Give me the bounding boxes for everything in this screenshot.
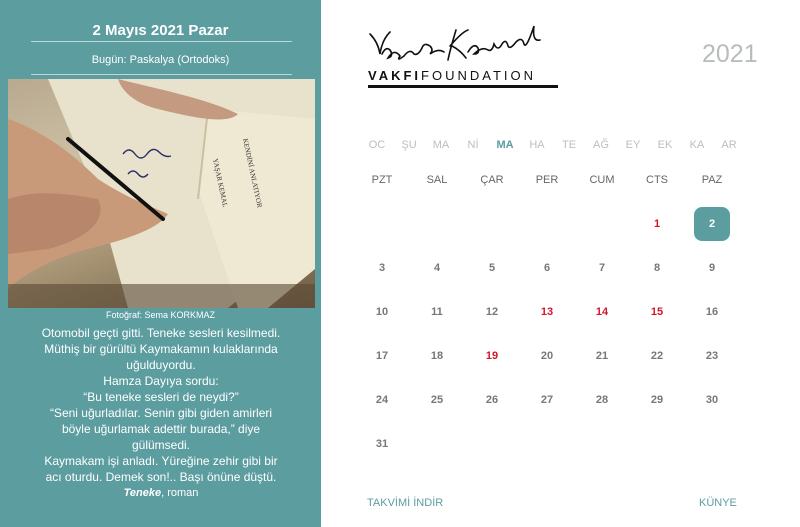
logo-underline bbox=[368, 85, 558, 88]
calendar-day[interactable]: 29 bbox=[650, 394, 664, 406]
calendar-day[interactable]: 5 bbox=[488, 262, 496, 274]
calendar-day[interactable]: 24 bbox=[375, 394, 389, 406]
foundation-logo[interactable] bbox=[364, 24, 560, 90]
calendar-day[interactable]: 21 bbox=[595, 350, 609, 362]
quote-line: Otomobil geçti gitti. Teneke sesleri kesilmedi. bbox=[41, 326, 281, 340]
calendar-day[interactable]: 23 bbox=[705, 350, 719, 362]
calendar-day[interactable]: 18 bbox=[430, 350, 444, 362]
calendar-day[interactable]: 8 bbox=[653, 262, 661, 274]
month-tab[interactable]: OC bbox=[368, 139, 386, 151]
signature-logo-icon bbox=[364, 24, 560, 68]
quote-source bbox=[26, 485, 296, 501]
calendar-day[interactable]: 19 bbox=[485, 350, 499, 362]
logo-word-light: FOUNDATION bbox=[421, 68, 537, 83]
calendar-day[interactable]: 9 bbox=[708, 262, 716, 274]
left-panel bbox=[0, 0, 321, 527]
quote-line: böyle uğurlamak adettir burada,” diye bbox=[61, 422, 261, 436]
svg-text:KENDİNİ ANLATIYOR: KENDİNİ ANLATIYOR bbox=[241, 137, 264, 209]
quote-line: Müthiş bir gürültü Kaymakamın kulaklarında bbox=[44, 342, 278, 356]
month-tab[interactable]: ŞU bbox=[401, 139, 417, 151]
quote-line: Hamza Dayıya sordu: bbox=[103, 374, 219, 388]
calendar-day[interactable]: 27 bbox=[540, 394, 554, 406]
calendar-day[interactable]: 25 bbox=[430, 394, 444, 406]
calendar-day[interactable]: 15 bbox=[650, 306, 664, 318]
calendar-day[interactable]: 17 bbox=[375, 350, 389, 362]
calendar-day[interactable]: 4 bbox=[433, 262, 441, 274]
quote-line: acı oturdu. Demek son!.. Başı önüne düştü. bbox=[45, 470, 277, 484]
svg-text:YAŞAR KEMAL: YAŞAR KEMAL bbox=[211, 157, 230, 208]
weekday-label: SAL bbox=[426, 174, 448, 186]
book-signing-photo bbox=[8, 79, 315, 308]
calendar-day[interactable]: 31 bbox=[375, 438, 389, 450]
quote-line: uğulduyordu. bbox=[126, 358, 196, 372]
month-tab[interactable]: EK bbox=[657, 139, 673, 151]
calendar-day[interactable]: 11 bbox=[431, 306, 443, 318]
quote-line: Kaymakam işi anladı. Yüreğine zehir gibi bir bbox=[44, 454, 278, 468]
month-tab[interactable]: KA bbox=[689, 139, 705, 151]
calendar-day[interactable]: 3 bbox=[378, 262, 386, 274]
weekday-label: ÇAR bbox=[480, 174, 504, 186]
date-title: 2 Mayıs 2021 Pazar bbox=[92, 22, 229, 39]
calendar-day[interactable]: 10 bbox=[375, 306, 389, 318]
month-tab[interactable]: EY bbox=[625, 139, 641, 151]
calendar-day[interactable]: 26 bbox=[485, 394, 499, 406]
selected-day[interactable]: 2 bbox=[694, 207, 730, 241]
calendar-day[interactable]: 28 bbox=[595, 394, 609, 406]
today-label: Bugün: Paskalya (Ortodoks) bbox=[91, 54, 230, 66]
year-label: 2021 bbox=[702, 40, 758, 68]
calendar-day[interactable]: 30 bbox=[705, 394, 719, 406]
quote-line: “Bu teneke sesleri de neydi?” bbox=[83, 390, 239, 404]
calendar-day[interactable]: 22 bbox=[650, 350, 664, 362]
weekday-label: PAZ bbox=[701, 174, 723, 186]
logo-wordmark bbox=[368, 68, 536, 83]
quote-line: “Seni uğurladılar. Senin gibi giden amirleri bbox=[49, 406, 273, 420]
calendar-day[interactable]: 14 bbox=[595, 306, 609, 318]
calendar-day[interactable]: 7 bbox=[598, 262, 606, 274]
logo-word-bold: VAKFI bbox=[368, 68, 422, 83]
weekday-label: CTS bbox=[646, 174, 668, 186]
calendar-day[interactable]: 16 bbox=[705, 306, 719, 318]
calendar-day[interactable]: 13 bbox=[540, 306, 554, 318]
source-suffix: , roman bbox=[161, 487, 199, 499]
weekday-label: PZT bbox=[371, 174, 393, 186]
calendar-day[interactable]: 20 bbox=[540, 350, 554, 362]
calendar-day[interactable]: 1 bbox=[653, 218, 661, 230]
source-title: Teneke bbox=[123, 487, 162, 499]
month-tab[interactable]: AĞ bbox=[593, 139, 609, 151]
download-calendar-link[interactable]: TAKVİMİ İNDİR bbox=[367, 497, 444, 509]
calendar-day[interactable]: 12 bbox=[485, 306, 499, 318]
weekday-label: CUM bbox=[589, 174, 615, 186]
month-tab[interactable]: MA bbox=[432, 139, 450, 151]
month-tab[interactable]: MA bbox=[496, 139, 514, 151]
credits-link[interactable]: KÜNYE bbox=[699, 497, 737, 509]
quote-line: gülümsedi. bbox=[131, 438, 191, 452]
photo-credit: Fotoğraf: Sema KORKMAZ bbox=[105, 310, 216, 320]
weekday-label: PER bbox=[535, 174, 559, 186]
month-tab[interactable]: AR bbox=[721, 139, 737, 151]
month-tab[interactable]: Nİ bbox=[467, 139, 479, 151]
quote-block bbox=[26, 325, 296, 501]
calendar-day[interactable]: 6 bbox=[543, 262, 551, 274]
month-tab[interactable]: HA bbox=[529, 139, 545, 151]
divider bbox=[31, 74, 292, 75]
divider bbox=[31, 41, 292, 42]
month-tab[interactable]: TE bbox=[561, 139, 577, 151]
